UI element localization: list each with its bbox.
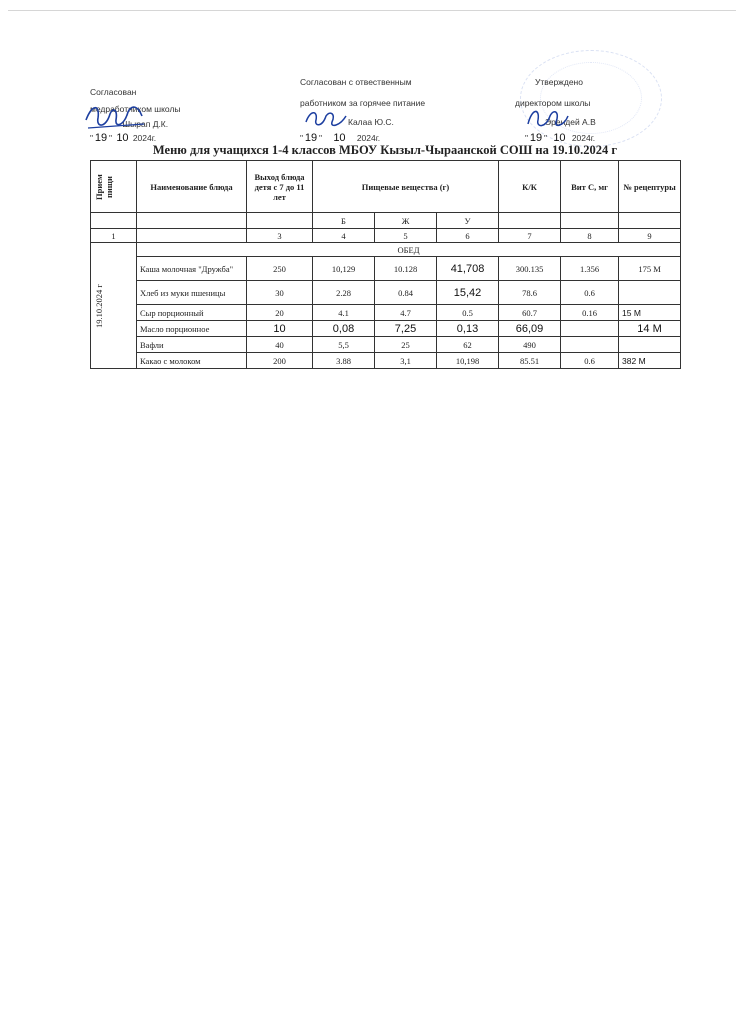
medic-signature — [82, 98, 152, 138]
header-vitc: Вит С, мг — [561, 161, 619, 213]
approval-medic-title: Согласован — [90, 87, 137, 97]
index-cell: 7 — [499, 229, 561, 243]
approval-director-name: Эрендей А.В — [545, 117, 596, 127]
approval-catering-role: работником за горячее питание — [300, 98, 426, 108]
approval-director-title: Утверждено — [535, 77, 583, 87]
header-nutrients: Пищевые вещества (г) — [313, 161, 499, 213]
table-row: Вафли 40 5,5 25 62 490 — [91, 337, 681, 353]
table-row: Хлеб из муки пшеницы 30 2.28 0.84 15,42 78.6 0.6 — [91, 281, 681, 305]
approval-medic-month: 10 — [116, 132, 129, 144]
approval-director-day: 19 — [529, 132, 543, 144]
approval-catering-name: Калаа Ю.С. — [348, 117, 394, 127]
menu-title: Меню для учащихся 1-4 классов МБОУ Кызыл-Чыраанской СОШ на 19.10.2024 г — [152, 143, 618, 157]
approval-medic-day: 19 — [94, 132, 108, 144]
approval-medic-role: медработником школы — [90, 104, 181, 114]
index-cell — [137, 229, 247, 243]
header-meal: Прием пищи — [91, 161, 137, 213]
approval-medic-name: Шырап Д.К. — [122, 119, 169, 129]
approval-medic-year: 2024г. — [132, 133, 157, 143]
menu-table — [90, 160, 681, 369]
header-dish: Наименование блюда — [137, 161, 247, 213]
index-cell: 4 — [313, 229, 375, 243]
approval-director-month: 10 — [553, 132, 566, 144]
header-portion: Выход блюда детя с 7 до 11 лет — [247, 161, 313, 213]
approval-medic: Согласован медработником школы Шырап Д.К. " 19 " 10 2024г. — [90, 87, 181, 144]
table-row: Масло порционное 10 0,08 7,25 0,13 66,09 14 М — [91, 321, 681, 337]
header-u: У — [437, 213, 499, 229]
header-recipe: № рецептуры — [619, 161, 681, 213]
index-cell: 1 — [91, 229, 137, 243]
approval-catering-year: 2024г. — [356, 133, 381, 143]
approval-catering-month: 10 — [333, 132, 346, 144]
approval-catering: Согласован с отвественным работником за горячее питание Калаа Ю.С. " 19 " 10 2024г. — [300, 77, 426, 144]
header-kcal: К/К — [499, 161, 561, 213]
index-cell: 5 — [375, 229, 437, 243]
date-cell: 19.10.2024 г — [91, 243, 137, 369]
page-top-rule — [8, 10, 736, 11]
index-cell: 6 — [437, 229, 499, 243]
section-label: ОБЕД — [137, 243, 681, 257]
header-b: Б — [313, 213, 375, 229]
table-row: Каша молочная "Дружба" 250 10,129 10.128 41,708 300.135 1.356 175 М — [91, 257, 681, 281]
approval-catering-day: 19 — [304, 132, 318, 144]
director-signature — [522, 104, 572, 134]
table-row: Какао с молоком 200 3.88 3,1 10,198 85.51 0.6 382 М — [91, 353, 681, 369]
approval-director: Утверждено директором школы Эрендей А.В " 19 " 10 2024г. — [515, 77, 596, 144]
approval-director-year: 2024г. — [571, 133, 596, 143]
catering-signature — [302, 106, 352, 132]
table-row: Сыр порционный 20 4.1 4.7 0.5 60.7 0.16 15 М — [91, 305, 681, 321]
index-cell: 3 — [247, 229, 313, 243]
index-cell: 9 — [619, 229, 681, 243]
approval-director-role: директором школы — [515, 98, 591, 108]
index-cell: 8 — [561, 229, 619, 243]
header-zh: Ж — [375, 213, 437, 229]
approval-catering-title: Согласован с отвественным — [300, 77, 412, 87]
